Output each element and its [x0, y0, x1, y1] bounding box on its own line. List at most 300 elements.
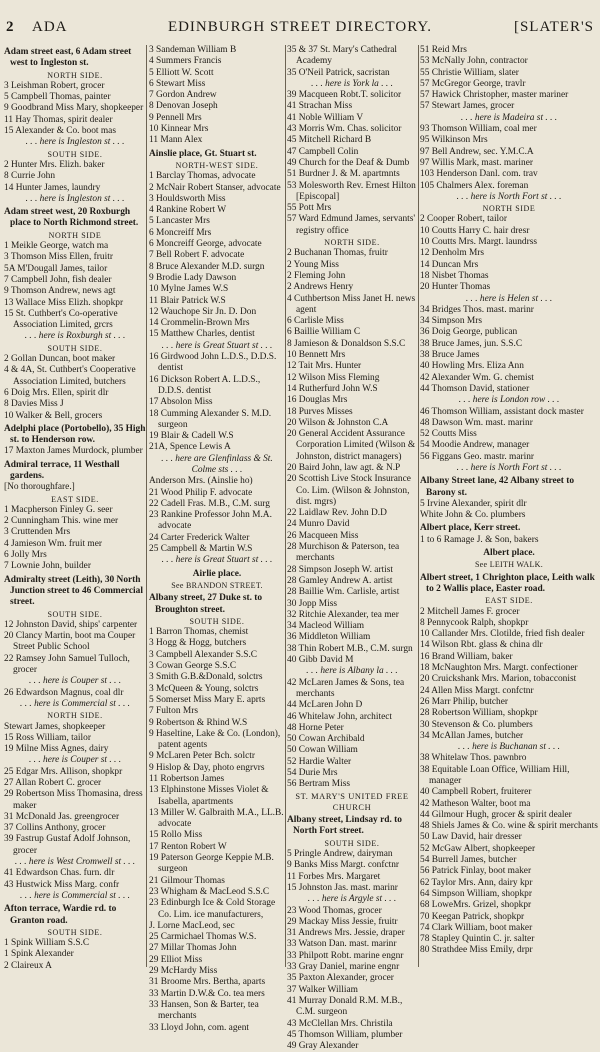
directory-entry: 20 Cruickshank Mrs. Marion, tobacconist	[420, 674, 577, 685]
side-label: NORTH SIDE.	[324, 238, 380, 248]
directory-entry: 21A, Spence Lewis A	[149, 442, 231, 453]
directory-entry: 97 Willis Mark, mast. mariner	[420, 157, 533, 168]
directory-entry: 15 Alexander & Co. boot mas	[4, 126, 116, 137]
directory-entry: 35 & 37 St. Mary's Cathedral Academy	[287, 45, 398, 67]
directory-entry: 15 Ross William, tailor	[4, 732, 91, 743]
directory-entry: 51 Reid Mrs	[420, 45, 467, 55]
directory-entry: 50 Law David, hair dresser	[420, 832, 522, 843]
directory-entry: 3 Houldsworth Miss	[149, 193, 226, 204]
directory-entry: 2 Claireux A	[4, 960, 52, 971]
directory-entry: 47 Campbell Colin	[287, 146, 359, 157]
directory-entry: 43 Morris Wm. Chas. solicitor	[287, 124, 402, 135]
directory-entry: 2 Cunningham This. wine mer	[4, 516, 119, 527]
side-label: EAST SIDE.	[51, 494, 99, 504]
directory-entry: 20 Hunter Thomas	[420, 282, 491, 293]
directory-entry: 18 Cumming Alexander S. M.D. surgeon	[149, 408, 272, 430]
directory-entry: 16 Douglas Mrs	[287, 395, 348, 406]
directory-entry: 17 Absolon Miss	[149, 397, 213, 408]
directory-entry: 44 Gilmour Hugh, grocer & spirit dealer	[420, 809, 572, 820]
directory-entry: 9 Hislop & Day, photo engrvrs	[149, 762, 265, 773]
page-header	[6, 17, 594, 39]
directory-entry: 18 Purves Misses	[287, 406, 353, 417]
directory-entry: 105 Chalmers Alex. foreman	[420, 180, 529, 191]
directory-entry: 41 Edwardson Chas. furn. dlr	[4, 868, 115, 879]
junction-note: . . . here is Buchanan st . . .	[458, 742, 560, 753]
side-label: SOUTH SIDE.	[47, 149, 103, 159]
directory-entry: 24 Carter Frederick Walter	[149, 532, 250, 543]
directory-entry: 2 Buchanan Thomas, fruitr	[287, 248, 388, 259]
junction-note: . . . here is Ingleston st . . .	[25, 193, 125, 204]
junction-note: . . . here is West Cromwell st . . .	[14, 857, 136, 868]
junction-note: . . . here is Ingleston st . . .	[25, 137, 125, 148]
directory-entry: 52 Coutts Miss	[420, 429, 477, 440]
directory-entry: 10 Coutts Mrs. Margt. laundrss	[420, 237, 538, 248]
directory-entry: 3 McQueen & Young, solctrs	[149, 683, 259, 694]
directory-entry: 43 McClellan Mrs. Christila	[287, 1018, 393, 1029]
directory-entry: 12 Tait Mrs. Hunter	[287, 361, 362, 372]
directory-entry: 45 Thomson William, plumber	[287, 1029, 403, 1040]
side-label: SOUTH SIDE.	[47, 343, 103, 353]
directory-entry: 6 Baillie William C	[287, 327, 361, 338]
directory-entry: 11 Hay Thomas, spirit dealer	[4, 114, 113, 125]
directory-entry: 8 Jamieson & Donaldson S.S.C	[287, 338, 406, 349]
directory-entry: 4 Summers Francis	[149, 56, 222, 67]
directory-entry: 21 Wood Philip F. advocate	[149, 487, 253, 498]
directory-entry: 15 Johnston Jas. mast. marinr	[287, 882, 398, 893]
directory-entry: 37 Collins Anthony, grocer	[4, 823, 106, 834]
directory-entry: 38 Bruce James, jun. S.S.C	[420, 338, 523, 349]
directory-entry: White John & Co. plumbers	[420, 510, 526, 521]
directory-entry: 50 Cowan William	[287, 745, 358, 756]
directory-entry: 8 Davies Miss J	[4, 399, 64, 410]
directory-entry: 13 Miller W. Galbraith M.A., LL.B. advocate	[149, 807, 284, 830]
directory-entry: 29 McHardy Miss	[149, 966, 218, 977]
directory-entry: 12 Denholm Mrs	[420, 248, 485, 259]
directory-entry: 4 Cuthbertson Miss Janet H. news agent	[287, 293, 416, 315]
directory-entry: 31 McDonald Jas. greengrocer	[4, 811, 120, 822]
directory-entry: 46 Thomson William, assistant dock master	[420, 406, 584, 417]
directory-entry: 10 Bennett Mrs	[287, 350, 346, 361]
directory-entry: 3 Thomson Miss Ellen, fruitr	[4, 252, 113, 263]
directory-entry: 11 Mann Alex	[149, 135, 203, 146]
directory-entry: 23 Wood Thomas, grocer	[287, 905, 382, 916]
directory-entry: 68 LoweMrs. Grizel, shopkpr	[420, 900, 532, 911]
directory-entry: 19 Paterson George Keppie M.B. surgeon	[149, 853, 274, 875]
directory-entry: 2 Young Miss	[287, 259, 339, 270]
directory-entry: 2 Hunter Mrs. Elizh. baker	[4, 159, 105, 170]
directory-column-2	[149, 45, 285, 1034]
directory-entry: 51 Burdner J. & M. apartmnts	[287, 169, 400, 180]
directory-entry: 3 Cowan George S.S.C	[149, 661, 237, 672]
side-label: NORTH SIDE.	[47, 70, 103, 80]
directory-entry: 39 Fastrup Gustaf Adolf Johnson, grocer	[4, 834, 131, 856]
street-heading: Adam street west, 20 Roxburgh place to North Richmond street.	[4, 207, 139, 229]
directory-entry: 42 McLaren James & Sons, tea merchants	[287, 677, 405, 699]
directory-entry: 28 Simpson Joseph W. artist	[287, 564, 393, 575]
directory-entry: 3 Sandeman William B	[149, 45, 237, 55]
directory-entry: 14 Hunter James, laundry	[4, 182, 101, 193]
side-label: NORTH SIDE.	[47, 711, 103, 721]
directory-entry: 28 Baillie Wm. Carlisle, artist	[287, 587, 400, 598]
directory-entry: 7 Fulton Mrs	[149, 706, 198, 717]
directory-entry: 14 Crommelin-Brown Mrs	[149, 318, 250, 329]
directory-entry: 27 Allan Robert C. grocer	[4, 778, 102, 788]
directory-entry: 8 Pennycook Ralph, shopkpr	[420, 617, 529, 628]
directory-entry: 11 Forbes Mrs. Margaret	[287, 871, 381, 882]
side-label: NORTH SIDE	[482, 204, 536, 214]
directory-entry: 57 Ward Edmund James, servants' registry office	[287, 214, 416, 236]
directory-entry: 6 Carlisle Miss	[287, 316, 344, 327]
junction-note: . . . here is Couper st . . .	[28, 755, 122, 766]
page-title: EDINBURGH STREET DIRECTORY.	[167, 19, 433, 35]
side-label: EAST SIDE.	[485, 596, 533, 606]
directory-entry: 38 Thin Robert M.B., C.M. surgn	[287, 643, 413, 654]
directory-entry: 28 Gamley Andrew A. artist	[287, 575, 393, 586]
directory-entry: 28 Robertson William, shopkpr	[420, 708, 538, 719]
directory-entry: 57 Hawick Christopher, master mariner	[420, 90, 569, 101]
directory-entry: 95 Wilkinson Mrs	[420, 135, 488, 146]
directory-entry: 5 Elliott W. Scott	[149, 67, 214, 78]
directory-entry: 5A M'Dougall James, tailor	[4, 263, 108, 274]
directory-entry: 20 Clancy Martin, boot ma Couper Street Public School	[4, 631, 136, 653]
directory-entry: 31 Broome Mrs. Bertha, aparts	[149, 977, 266, 988]
directory-entry: 34 Simpson Mrs	[420, 316, 482, 327]
directory-entry: 1 Barron Thomas, chemist	[149, 627, 249, 638]
directory-entry: 20 Wilson & Johnston C.A	[287, 417, 389, 428]
directory-entry: 49 Gray Alexander	[287, 1041, 359, 1052]
directory-entry: 7 Gordon Andrew	[149, 90, 217, 101]
directory-entry: 38 Whitelaw Thos. pawnbro	[420, 753, 527, 764]
directory-entry: 12 Wilson Miss Fleming	[287, 372, 380, 383]
directory-entry: 12 Johnston David, ships' carpenter	[4, 619, 138, 630]
directory-entry: 10 Kinnear Mrs	[149, 124, 209, 135]
directory-entry: 7 Bell Robert F. advocate	[149, 250, 245, 261]
directory-entry: 13 Elphinstone Misses Violet & Isabella, apartments	[149, 785, 269, 807]
directory-entry: 6 Stewart Miss	[149, 78, 206, 89]
directory-entry: 15 Matthew Charles, dentist	[149, 329, 255, 340]
directory-entry: 7 Campbell John, fish dealer	[4, 274, 112, 285]
directory-entry: 11 Robertson James	[149, 774, 225, 784]
directory-entry: 16 Brand William, baker	[420, 651, 513, 662]
directory-entry: 25 Carmichael Thomas W.S.	[149, 932, 257, 943]
directory-entry: 22 Ramsey John Samuel Tulloch, grocer	[4, 653, 130, 676]
directory-entry: 78 Stapley Quintin C. jr. salter	[420, 934, 535, 945]
directory-entry: 24 Munro David	[287, 519, 350, 530]
directory-entry: 50 Cowan Archibald	[287, 734, 365, 745]
directory-entry: 27 Millar Thomas John	[149, 943, 237, 954]
directory-entry: [No thoroughfare.]	[4, 482, 75, 493]
directory-entry: 5 Irvine Alexander, spirit dlr	[420, 498, 527, 509]
directory-entry: 9 Brodie Lady Dawson	[149, 272, 237, 283]
directory-entry: 5 Pringle Andrew, dairyman	[287, 849, 393, 860]
directory-entry: 5 Somerset Miss Mary E. aprts	[149, 694, 266, 705]
directory-entry: 34 McAllan James, butcher	[420, 730, 524, 741]
directory-entry: 29 Mackay Miss Jessie, fruitr	[287, 916, 398, 927]
directory-entry: 29 Elliot Miss	[149, 954, 203, 965]
junction-note: . . . here is Commercial st . . .	[20, 890, 130, 901]
directory-column-4	[420, 45, 598, 957]
directory-entry: 103 Henderson Danl. com. trav	[420, 169, 538, 180]
street-heading: Adelphi place (Portobello), 35 High st. to Henderson row.	[4, 423, 146, 446]
directory-entry: 1 Macpherson Finley G. seer	[4, 504, 113, 515]
directory-entry: 46 Whitelaw John, architect	[287, 711, 393, 722]
directory-entry: 33 Watson Dan. mast. marinr	[287, 939, 397, 950]
street-heading: Adam street east, 6 Adam street west to Ingleston st.	[4, 47, 132, 69]
directory-entry: 48 Dawson Wm. mast. marinr	[420, 417, 533, 428]
directory-entry: 14 Rutherfurd John W.S	[287, 383, 378, 394]
directory-entry: 6 Moncreiff Mrs	[149, 227, 212, 238]
street-heading: Albany street, 27 Duke st. to Broughton street.	[149, 593, 263, 615]
directory-entry: 11 Blair Patrick W.S	[149, 295, 226, 306]
directory-entry: 4 Rankine Robert W	[149, 205, 227, 216]
directory-entry: 40 Campbell Robert, fruiterer	[420, 787, 532, 798]
directory-entry: 9 Robertson & Rhind W.S	[149, 717, 248, 728]
directory-entry: 74 Clark William, boot maker	[420, 922, 533, 933]
directory-entry: 4 & 4A, St. Cuthbert's Cooperative Association Limited, butchers	[4, 365, 136, 387]
directory-entry: 56 Patrick Finlay, boot maker	[420, 866, 532, 877]
directory-entry: 33 Hansen, Son & Barter, tea merchants	[149, 999, 259, 1022]
directory-entry: 25 Edgar Mrs. Allison, shopkpr	[4, 766, 123, 777]
directory-entry: 10 Mylne James W.S	[149, 284, 229, 295]
directory-entry: 40 Howling Mrs. Eliza Ann	[420, 361, 524, 372]
junction-note: . . . here is Great Stuart st . . .	[161, 555, 273, 566]
directory-entry: 41 Strachan Miss	[287, 101, 353, 112]
junction-note: . . . here is York la . . .	[311, 78, 393, 89]
directory-entry: 5 Campbell Thomas, painter	[4, 92, 111, 103]
directory-entry: 32 Ritchie Alexander, tea mer	[287, 609, 399, 620]
directory-entry: 56 Bertram Miss	[287, 779, 351, 790]
directory-entry: 16 Dickson Robert A. L.D.S., D.D.S. dentist	[149, 374, 261, 396]
directory-entry: 8 Bruce Alexander M.D. surgn	[149, 261, 265, 272]
side-label: SOUTH SIDE.	[47, 927, 103, 937]
directory-entry: 6 Moncreiff George, advocate	[149, 239, 262, 250]
column-divider	[285, 45, 286, 967]
directory-entry: 25 Campbell & Martin W.S	[149, 544, 253, 555]
directory-entry: 42 Matheson Walter, boot ma	[420, 798, 531, 809]
directory-entry: 6 Jolly Mrs	[4, 550, 47, 561]
directory-entry: 40 Gibb David M	[287, 655, 354, 666]
directory-entry: 13 Wallace Miss Elizh. shopkpr	[4, 297, 124, 308]
directory-entry: 53 McNally John, contractor	[420, 56, 528, 67]
directory-entry: 10 Coutts Harry C. hair dresr	[420, 225, 530, 236]
junction-note: . . . here is Helen st . . .	[465, 293, 553, 304]
directory-entry: Anderson Mrs. (Ainslie ho)	[149, 476, 253, 487]
directory-entry: 16 Girdwood John L.D.S., D.D.S. dentist	[149, 352, 277, 374]
directory-entry: 1 to 6 Ramage J. & Son, bakers	[420, 534, 539, 545]
directory-entry: 1 Spink Alexander	[4, 949, 74, 960]
directory-entry: 26 Edwardson Magnus, coal dlr	[4, 687, 124, 698]
directory-entry: 3 Cruttenden Mrs	[4, 527, 71, 538]
cross-reference: See BRANDON STREET.	[171, 580, 263, 590]
directory-entry: 38 Bruce James	[420, 350, 480, 361]
side-label: SOUTH SIDE.	[189, 616, 245, 626]
directory-entry: 38 Equitable Loan Office, William Hill, manager	[420, 764, 570, 786]
directory-entry: 44 Thomson David, stationer	[420, 383, 530, 394]
junction-note: . . . here are Glenfinlass & St. Colme sts . . .	[161, 453, 273, 475]
directory-entry: 34 Bridges Thos. mast. marinr	[420, 304, 534, 315]
directory-entry: 17 Maxton James Murdock, plumber	[4, 446, 143, 457]
side-label: NORTH-WEST SIDE.	[175, 160, 259, 170]
directory-entry: 20 Scottish Live Stock Insurance Co. Lim. (Wilson & Johnston, dist. mgrs)	[287, 474, 411, 507]
directory-entry: 97 Bell Andrew, sec. Y.M.C.A	[420, 146, 534, 157]
directory-entry: 23 Edinburgh Ice & Cold Storage Co. Lim. ice manufacturers,	[149, 898, 276, 920]
directory-entry: 8 Currie John	[4, 171, 56, 182]
church-label: ST. MARY'S UNITED FREE CHURCH	[295, 791, 409, 812]
directory-entry: 30 Stevenson & Co. plumbers	[420, 719, 533, 730]
directory-entry: 36 Doig George, publican	[420, 327, 518, 338]
directory-entry: 6 Doig Mrs. Ellen, spirit dlr	[4, 387, 109, 398]
directory-entry: 41 Noble William V	[287, 112, 364, 123]
directory-entry: 43 Hustwick Miss Marg. confr	[4, 879, 120, 890]
junction-note: . . . here is Commercial st . . .	[20, 698, 130, 709]
directory-entry: 9 Banks Miss Margt. confctnr	[287, 860, 400, 871]
directory-entry: 2 Gollan Duncan, boot maker	[4, 354, 116, 365]
directory-entry: 64 Simpson William, shopkpr	[420, 888, 532, 899]
directory-entry: 23 Rankine Professor John M.A. advocate	[149, 510, 272, 532]
junction-note: . . . here is Albany la . . .	[306, 666, 398, 677]
directory-entry: 44 McLaren John D	[287, 700, 363, 711]
directory-entry: 8 Denovan Joseph	[149, 101, 218, 112]
directory-entry: 1 Meikle George, watch ma	[4, 241, 109, 252]
junction-note: . . . here is Argyle st . . .	[307, 894, 397, 905]
directory-entry: 29 Robertson Miss Thomasina, dress maker	[4, 789, 143, 811]
directory-entry: 48 Shiels James & Co. wine & spirit merchants	[420, 821, 598, 832]
directory-entry: 21 Gilmour Thomas	[149, 875, 225, 886]
directory-entry: 26 Marr Philip, butcher	[420, 696, 509, 707]
directory-entry: 45 Mitchell Richard B	[287, 135, 372, 146]
directory-entry: 56 Figgans Geo. mastr. marinr	[420, 451, 535, 462]
directory-entry: 19 Blair & Cadell W.S	[149, 431, 234, 442]
directory-entry: 33 Martin D.W.& Co. tea mers	[149, 988, 265, 999]
directory-entry: 10 Callander Mrs. Clotilde, fried fish dealer	[420, 629, 585, 640]
directory-entry: 93 Thomson William, coal mer	[420, 124, 537, 135]
directory-entry: 18 Nisbet Thomas	[420, 270, 489, 281]
directory-entry: 26 Macqueen Miss	[287, 530, 359, 541]
directory-entry: 9 Goodbrand Miss Mary, shopkeeper	[4, 103, 144, 114]
page-number: 2	[6, 19, 14, 35]
directory-entry: 36 Middleton William	[287, 632, 371, 643]
directory-entry: 34 Macleod William	[287, 621, 365, 632]
directory-column-1	[4, 45, 146, 972]
street-heading: Albany Street lane, 42 Albany street to Barony st.	[420, 476, 575, 498]
street-heading: Admiral terrace, 11 Westhall gardens.	[4, 459, 120, 481]
directory-entry: 18 McNaughton Mrs. Margt. confectioner	[420, 663, 578, 674]
directory-entry: 2 Fleming John	[287, 270, 346, 281]
directory-entry: 15 St. Cuthbert's Co-operative Association Limited, grcrs	[4, 308, 118, 331]
directory-entry: 35 Paxton Alexander, grocer	[287, 973, 394, 984]
directory-entry: Stewart James, shopkeeper	[4, 721, 106, 732]
junction-note: . . . here is North Fort st . . .	[456, 462, 562, 473]
directory-entry: 23 Whigham & MacLeod S.S.C	[149, 886, 270, 897]
publisher-label: [SLATER'S	[513, 19, 594, 35]
directory-entry: 42 Alexander Wm. G. chemist	[420, 372, 534, 383]
directory-entry: 9 McLaren Peter Bch. solctr	[149, 751, 255, 762]
directory-entry: 1 Spink William S.S.C	[4, 938, 90, 949]
directory-entry: 33 Gray Daniel, marine engnr	[287, 962, 400, 973]
directory-entry: 2 Cooper Robert, tailor	[420, 214, 507, 225]
directory-entry: 4 Jamieson Wm. fruit mer	[4, 538, 102, 549]
directory-entry: 62 Taylor Mrs. Ann, dairy kpr	[420, 877, 533, 888]
directory-entry: 55 Christie William, slater	[420, 67, 519, 78]
directory-entry: 7 Lownie John, builder	[4, 561, 91, 572]
range-label: ADA	[32, 19, 68, 35]
junction-note: . . . here is London row . . .	[458, 395, 560, 406]
street-heading: Albert place, Kerr street.	[420, 523, 521, 534]
directory-entry: 20 General Accident Assurance Corporation Limited (Wilson & Johnston, district managers)	[287, 429, 416, 462]
directory-entry: 3 Hogg & Hogg, butchers	[149, 638, 247, 649]
directory-entry: 54 Burrell James, butcher	[420, 855, 517, 866]
directory-entry: 33 Lloyd John, com. agent	[149, 1022, 249, 1033]
street-heading: Afton terrace, Wardie rd. to Granton road.	[4, 904, 117, 926]
directory-entry: 9 Haseltine, Lake & Co. (London), patent agents	[149, 728, 281, 751]
directory-entry: 57 Stewart James, grocer	[420, 101, 515, 112]
directory-entry: 28 Murchison & Paterson, tea merchants	[287, 542, 400, 564]
directory-entry: 15 Rollo Miss	[149, 830, 203, 841]
directory-entry: 9 Thomson Andrew, news agt	[4, 286, 116, 297]
directory-entry: 3 Campbell Alexander S.S.C	[149, 649, 258, 660]
directory-entry: 3 Smith G.B.&Donald, solctrs	[149, 672, 263, 683]
junction-note: . . . here is Great Stuart st . . .	[161, 340, 273, 351]
directory-entry: 57 McGregor George, travlr	[420, 78, 526, 89]
directory-entry: 2 Andrews Henry	[287, 282, 354, 293]
directory-entry: 20 Baird John, law agt. & N.P	[287, 462, 401, 473]
directory-entry: 3 Leishman Robert, grocer	[4, 80, 105, 91]
directory-entry: 22 Laidlaw Rev. John D.D	[287, 508, 387, 519]
street-heading: Airlie place.	[192, 568, 242, 579]
directory-entry: 33 Philpott Robt. marine engnr	[287, 950, 404, 961]
directory-entry: 12 Wauchope Sir Jn. D. Don	[149, 306, 257, 317]
junction-note: . . . here is Madeira st . . .	[460, 112, 558, 123]
directory-entry: 31 Andrews Mrs. Jessie, draper	[287, 928, 405, 939]
street-heading: Admiralty street (Leith), 30 North Junction street to 46 Commercial street.	[4, 574, 143, 608]
directory-entry: 41 Murray Donald R.M. M.B., C.M. surgeon	[287, 995, 403, 1018]
directory-entry: 2 McNair Robert Stanser, advocate	[149, 182, 281, 193]
directory-entry: 1 Barclay Thomas, advocate	[149, 171, 256, 182]
directory-entry: 53 Molesworth Rev. Ernest Hilton [Episcopal]	[287, 180, 416, 202]
directory-entry: 55 Pott Mrs	[287, 203, 332, 214]
directory-entry: 24 Allen Miss Margt. confctnr	[420, 685, 534, 696]
directory-entry: 52 McGaw Albert, shopkeeper	[420, 843, 536, 854]
directory-entry: 9 Pennell Mrs	[149, 112, 202, 123]
directory-entry: 54 Durie Mrs	[287, 768, 338, 778]
directory-entry: 17 Renton Robert W	[149, 841, 227, 852]
directory-entry: 19 Milne Miss Agnes, dairy	[4, 744, 109, 755]
directory-entry: 49 Church for the Deaf & Dumb	[287, 157, 410, 168]
street-heading: Albert place.	[483, 548, 535, 559]
street-heading: Ainslie place, Gt. Stuart st.	[149, 148, 257, 159]
column-divider	[146, 45, 147, 967]
directory-column-3	[287, 45, 417, 1052]
directory-entry: 37 Walker William	[287, 984, 358, 995]
junction-note: . . . here is North Fort st . . .	[456, 191, 562, 202]
directory-entry: 80 Strathdee Miss Emily, drpr	[420, 945, 533, 956]
directory-entry: J. Lorne MacLeod, sec	[149, 920, 235, 931]
directory-entry: 22 Cadell Fras. M.B., C.M. surg	[149, 498, 270, 509]
cross-reference: See LEITH WALK.	[474, 560, 544, 570]
junction-note: . . . here is Roxburgh st . . .	[24, 331, 126, 342]
junction-note: . . . here is Couper st . . .	[28, 676, 122, 687]
side-label: SOUTH SIDE.	[47, 609, 103, 619]
directory-entry: 70 Keegan Patrick, shopkpr	[420, 911, 525, 922]
directory-entry: 48 Horne Peter	[287, 722, 344, 733]
directory-entry: 10 Walker & Bell, grocers	[4, 410, 103, 421]
directory-entry: 14 Wilson Rbt. glass & china dlr	[420, 640, 543, 651]
side-label: SOUTH SIDE.	[324, 838, 380, 848]
street-heading: Albany street, Lindsay rd. to North Fort street.	[287, 815, 402, 837]
directory-entry: 52 Hardie Walter	[287, 756, 352, 767]
directory-entry: 30 Jopp Miss	[287, 598, 338, 609]
directory-entry: 2 Mitchell James F. grocer	[420, 606, 520, 617]
